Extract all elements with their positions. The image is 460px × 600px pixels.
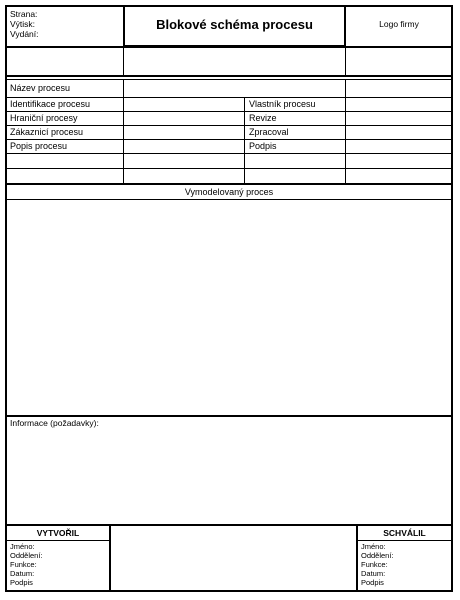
meta-edition: Vydání: xyxy=(10,29,39,39)
modeled-process-area[interactable] xyxy=(7,201,451,415)
approved-date-field: Datum: xyxy=(361,569,386,578)
created-signature-field: Podpis xyxy=(10,578,33,587)
boundary-processes-label: Hraniční procesy xyxy=(10,113,78,123)
created-by-heading: VYTVOŘIL xyxy=(36,528,80,538)
approved-function-field: Funkce: xyxy=(361,560,388,569)
created-date-field: Datum: xyxy=(10,569,35,578)
process-description-label: Popis procesu xyxy=(10,141,68,151)
revision-label: Revize xyxy=(249,113,277,123)
header-row2-divider-left xyxy=(123,46,124,76)
footer-created-heading-bottom xyxy=(6,540,110,541)
meta-copy: Výtisk: xyxy=(10,19,36,29)
info-divider-left xyxy=(123,97,124,184)
created-name-field: Jméno: xyxy=(10,542,35,551)
header-row2-divider-right xyxy=(345,46,346,76)
logo-placeholder: Logo firmy xyxy=(379,19,419,29)
modeled-process-heading: Vymodelovaný proces xyxy=(184,187,274,197)
info-divider-right xyxy=(345,97,346,184)
process-owner-label: Vlastník procesu xyxy=(249,99,316,109)
customer-process-label: Zákaznicí procesu xyxy=(10,127,84,137)
process-identification-label: Identifikace procesu xyxy=(10,99,91,109)
approved-name-field: Jméno: xyxy=(361,542,386,551)
approved-signature-field: Podpis xyxy=(361,578,384,587)
modeled-heading-bottom xyxy=(6,199,452,200)
info-row-2-bottom xyxy=(6,125,452,126)
approved-department-field: Oddělení: xyxy=(361,551,394,560)
information-area[interactable] xyxy=(7,431,451,523)
info-divider-right-top xyxy=(345,79,346,98)
info-row-top xyxy=(6,79,452,80)
header-row2-bottom xyxy=(6,75,452,77)
approved-by-heading: SCHVÁLIL xyxy=(383,528,426,538)
info-row-4-bottom xyxy=(6,153,452,154)
info-divider-name xyxy=(123,79,124,98)
process-name-label: Název procesu xyxy=(10,83,71,93)
info-row-name-bottom xyxy=(6,97,452,98)
information-label: Informace (požadavky): xyxy=(10,418,99,428)
prepared-by-label: Zpracoval xyxy=(249,127,289,137)
created-function-field: Funkce: xyxy=(10,560,37,569)
info-row-1-bottom xyxy=(6,111,452,112)
info-divider-mid xyxy=(244,97,245,184)
info-table-bottom xyxy=(6,183,452,185)
info-row-5-bottom xyxy=(6,168,452,169)
information-top-line xyxy=(6,415,452,417)
created-department-field: Oddělení: xyxy=(10,551,43,560)
meta-page: Strana: xyxy=(10,9,38,19)
footer-approved-heading-bottom xyxy=(357,540,452,541)
info-row-3-bottom xyxy=(6,139,452,140)
header-bottom-line xyxy=(6,46,452,48)
page-title: Blokové schéma procesu xyxy=(156,17,313,32)
signature-label: Podpis xyxy=(249,141,277,151)
footer-middle-area[interactable] xyxy=(112,526,355,590)
